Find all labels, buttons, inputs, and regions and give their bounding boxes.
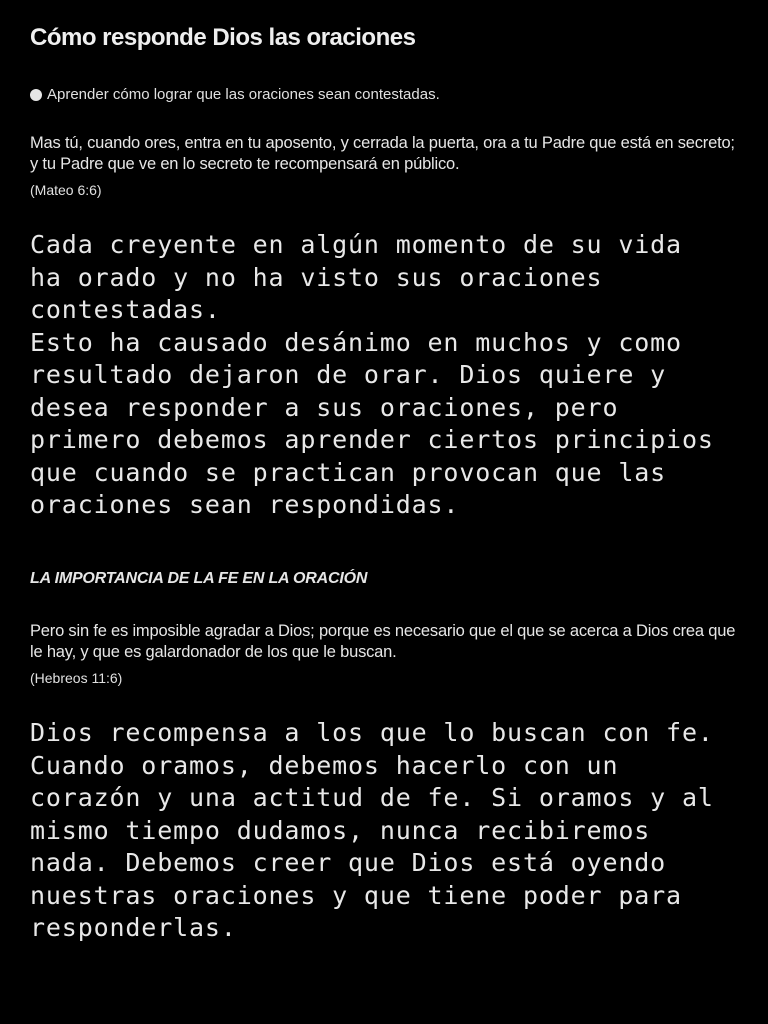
subtitle-text: Aprender cómo lograr que las oraciones sean contestadas. — [47, 86, 440, 103]
body-paragraph-1: Cada creyente en algún momento de su vida ha orado y no ha visto sus oraciones contestadas. Esto ha causado desánimo en muchos y como resultado dejaron de orar. Dios quiere y desea responder a sus oraciones, pero primero debemos aprender ciertos principios que cuando se practican provocan que las oraciones sean respondidas. — [30, 230, 714, 519]
verse-hebreos: Pero sin fe es imposible agradar a Dios; porque es necesario que el que se acerca a Dios crea que le hay, y que es galardonador de los que le buscan. — [30, 622, 736, 661]
verse-reference-hebreos: (Hebreos 11:6) — [30, 670, 123, 686]
section-heading-fe: LA IMPORTANCIA DE LA FE EN LA ORACIÓN — [30, 570, 368, 587]
verse-mateo: Mas tú, cuando ores, entra en tu aposento, y cerrada la puerta, ora a tu Padre que está en secreto; y tu Padre que ve en lo secreto te recompensará en público. — [30, 134, 735, 173]
verse-reference-mateo: (Mateo 6:6) — [30, 182, 102, 198]
bullet-dot-icon — [30, 89, 42, 101]
body-paragraph-2: Dios recompensa a los que lo buscan con fe. Cuando oramos, debemos hacerlo con un corazón y una actitud de fe. Si oramos y al mismo tiempo dudamos, nunca recibiremos nada. Debemos creer que Dios está oyendo nuestras oraciones y que tiene poder para responderlas. — [30, 718, 714, 942]
subtitle-bullet — [30, 86, 440, 103]
page-title: Cómo responde Dios las oraciones — [30, 24, 416, 51]
